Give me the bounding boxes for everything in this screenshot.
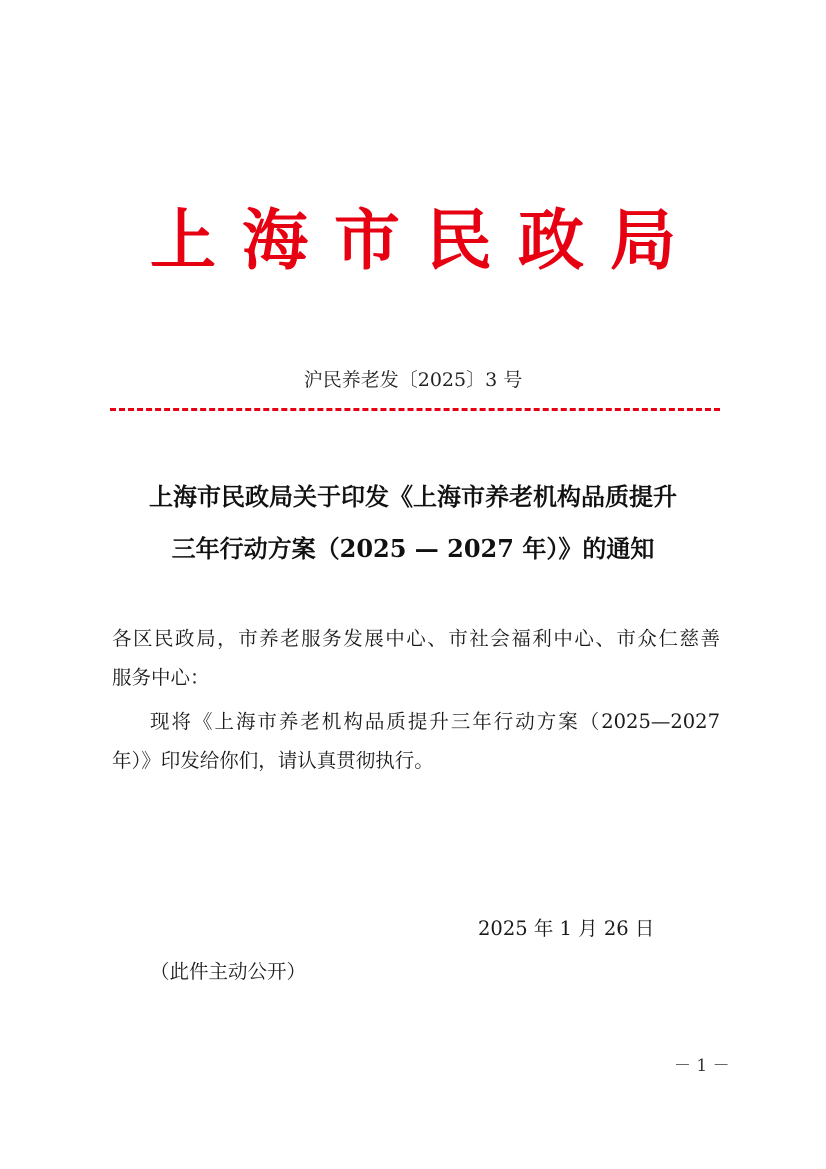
document-title-line-1: 上海市民政局关于印发《上海市养老机构品质提升 [149, 482, 677, 511]
issue-date: 2025 年 1 月 26 日 [478, 917, 655, 940]
disclosure-note: （此件主动公开） [150, 960, 307, 983]
issuer-header: 上海市民政局 [150, 201, 702, 279]
document-title-line-2: 三年行动方案（2025 — 2027 年）》的通知 [171, 534, 655, 563]
document-number: 沪民养老发〔2025〕3 号 [303, 369, 523, 391]
addressee-line-2: 服务中心： [112, 666, 210, 689]
addressee-line-1: 各区民政局，市养老服务发展中心、市社会福利中心、市众仁慈善 [112, 627, 720, 650]
body-paragraph-line-1: 现将《上海市养老机构品质提升三年行动方案（2025—2027 [150, 710, 720, 733]
body-paragraph-line-2: 年）》印发给你们，请认真贯彻执行。 [112, 749, 434, 772]
red-separator-line [110, 408, 720, 411]
page-number: － 1 － [674, 1056, 730, 1076]
